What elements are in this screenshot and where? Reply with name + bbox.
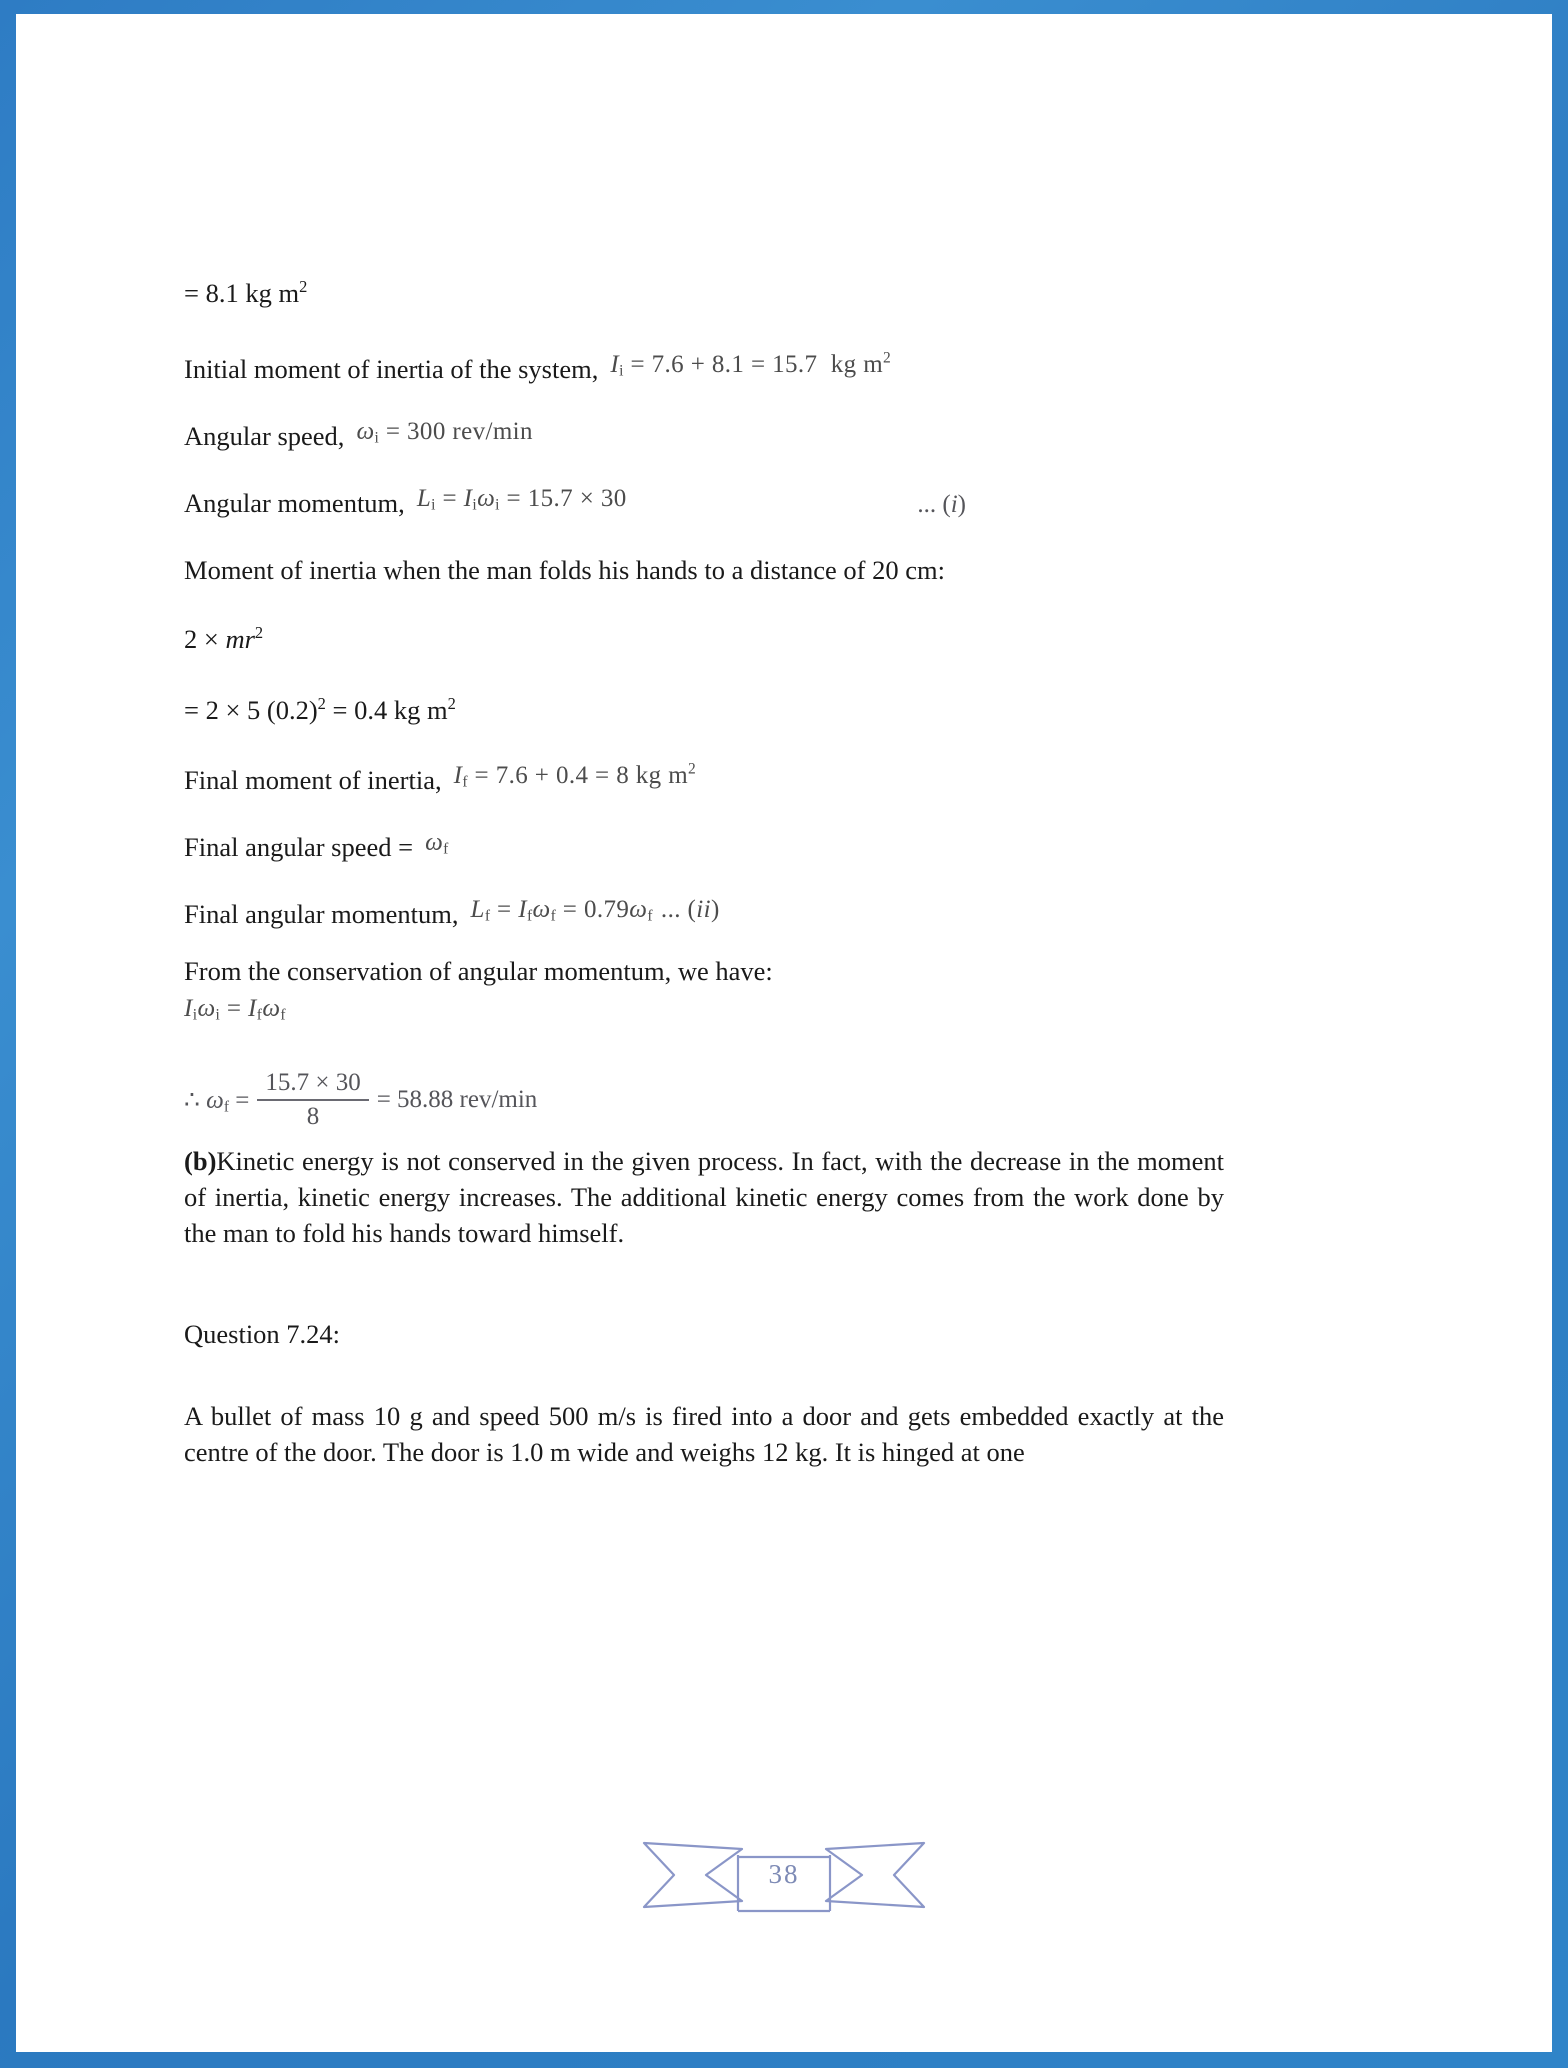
- folds-hands-text: Moment of inertia when the man folds his hands to a distance of 20 cm:: [184, 554, 945, 585]
- page-number: 38: [768, 1859, 800, 1889]
- part-b-paragraph: [184, 1143, 1224, 1251]
- result-fraction: [257, 1069, 368, 1131]
- equation-number-i: ... (i): [917, 490, 966, 518]
- final-speed-label: Final angular speed =: [184, 831, 414, 862]
- final-momentum-label: Final angular momentum,: [184, 898, 459, 929]
- final-inertia-equation: $I_f = 7.6 + 0.4 = 8$ kg $m^2$: [453, 760, 697, 790]
- initial-inertia-label: Initial moment of inertia of the system,: [184, 353, 599, 384]
- page-footer: [16, 1809, 1552, 1949]
- angular-speed-label: Angular speed,: [184, 420, 345, 451]
- angular-momentum-row: [184, 484, 1224, 519]
- result-value: = 58.88 rev/min: [376, 1085, 538, 1113]
- initial-inertia-row: [184, 349, 1224, 385]
- page-content: [184, 276, 1224, 1470]
- result-numerator: 15.7 × 30: [265, 1068, 361, 1096]
- inertia-value-exponent: 2: [299, 277, 308, 297]
- angular-speed-equation: $\omega_i = 300$ rev/min: [356, 417, 533, 446]
- final-inertia-label: Final moment of inertia,: [184, 764, 442, 795]
- page-sheet: [16, 14, 1552, 2052]
- mr-squared-eval-line: = 2 × 5 $(0.2)^2 = 0.4$ kg $m^2$: [184, 694, 456, 725]
- angular-momentum-equation: $L_i = I_i\omega_i = 15.7 \times 30$: [416, 484, 627, 513]
- final-speed-row: [184, 828, 1224, 863]
- angular-momentum-label: Angular momentum,: [184, 487, 405, 518]
- part-b-text: Kinetic energy is not conserved in the given process. In fact, with the decrease in the moment of inertia, kinetic energy increases. The additional kinetic energy comes from the work done by the man to fold his hands toward himself.: [184, 1145, 1224, 1248]
- question-body: A bullet of mass 10 g and speed 500 m/s is fired into a door and gets embedded exactly at the centre of the door. The door is 1.0 m wide and weighs 12 kg. It is hinged at one: [184, 1400, 1224, 1467]
- mr-squared-line: $2 \times mr^2$: [184, 622, 264, 654]
- final-momentum-row: [184, 895, 1224, 930]
- final-result-row: [184, 1069, 1224, 1131]
- mr-symbol: mr: [225, 623, 255, 654]
- angular-speed-row: [184, 417, 1224, 452]
- result-prefix: ∴ $\omega_f$ =: [184, 1086, 250, 1115]
- inertia-value-line: [184, 276, 1224, 312]
- conservation-text: From the conservation of angular momentum, we have:: [184, 955, 773, 986]
- result-denominator: 8: [306, 1102, 320, 1130]
- final-speed-equation: $\omega_f$: [425, 828, 449, 857]
- question-heading: Question 7.24:: [184, 1318, 341, 1349]
- inertia-value-text: = 8.1 kg m: [184, 278, 300, 308]
- initial-inertia-equation: $I_i = 7.6 + 8.1 = 15.7$ kg $m^2$: [610, 349, 892, 379]
- equation-number-ii: ... (ii): [660, 895, 720, 923]
- part-b-marker: (b): [184, 1145, 217, 1176]
- mr-exponent: 2: [254, 622, 264, 642]
- conservation-equation: $I_i\omega_i = I_f\omega_f$: [184, 994, 286, 1023]
- final-momentum-equation: $L_f = I_f\omega_f = 0.79\omega_f$: [470, 895, 653, 924]
- final-inertia-row: [184, 760, 1224, 796]
